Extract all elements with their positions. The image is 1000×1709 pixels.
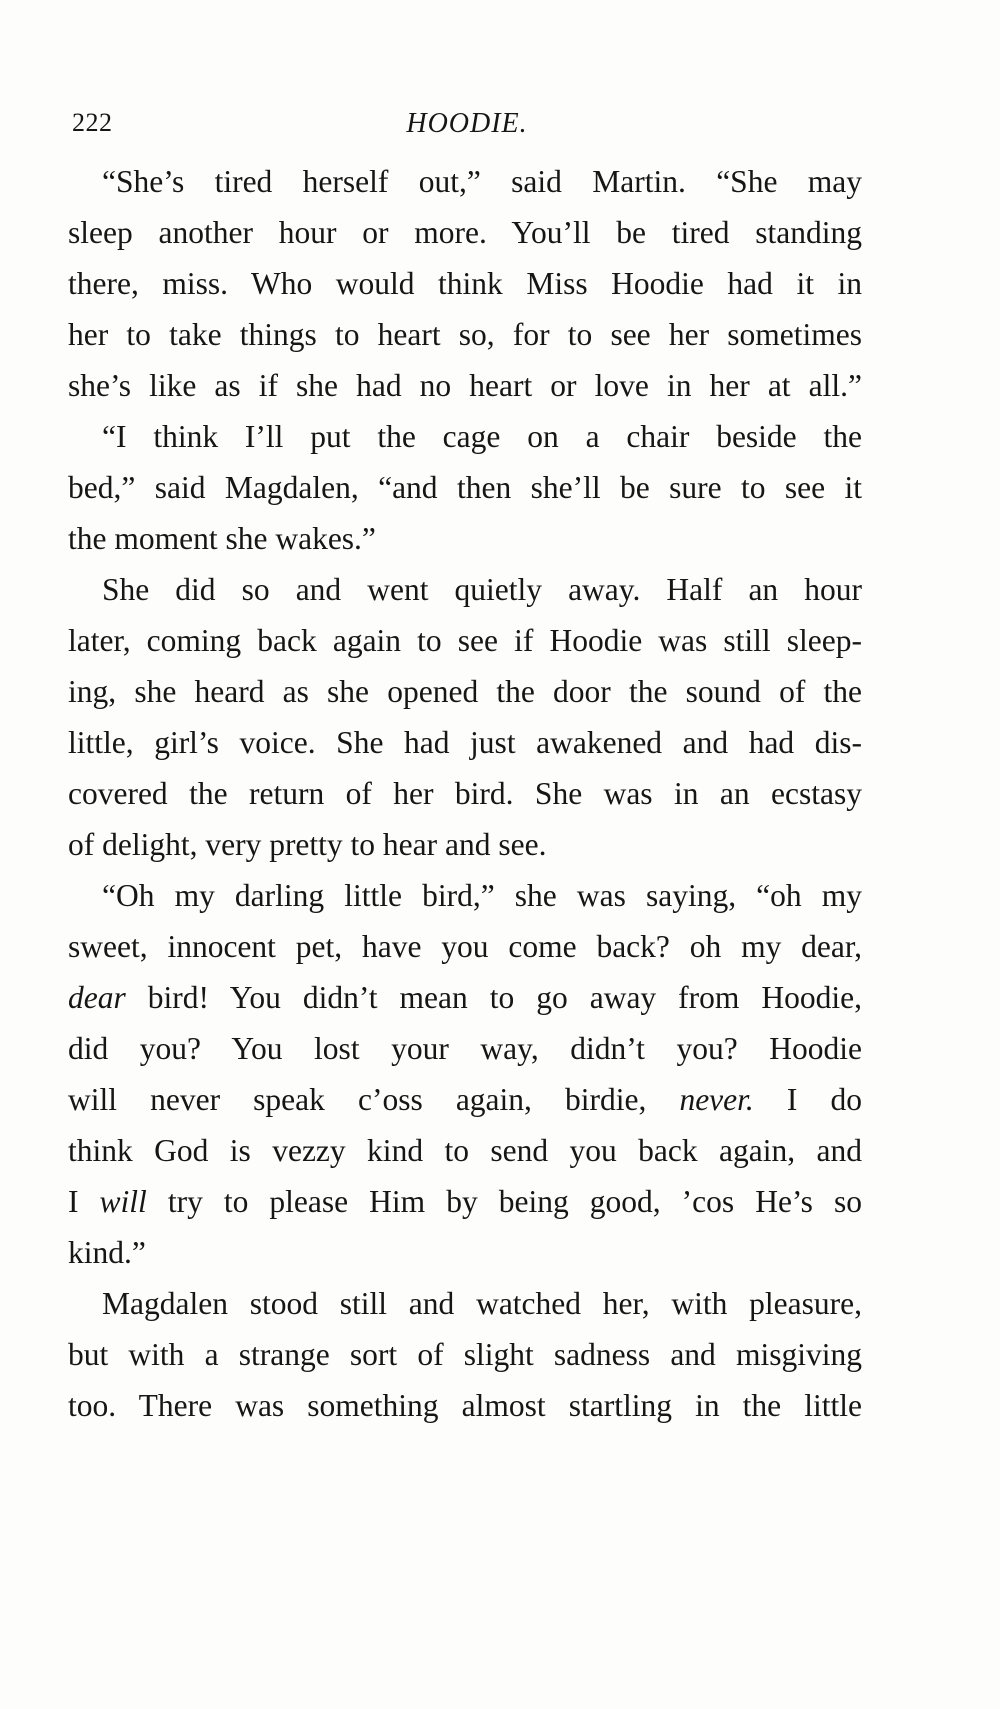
paragraph-5 bbox=[68, 1278, 862, 1431]
text-line: the moment she wakes.” bbox=[68, 521, 376, 556]
page-header bbox=[72, 108, 862, 142]
page-number: 222 bbox=[72, 108, 113, 137]
emphasis-word: will bbox=[99, 1184, 147, 1219]
text-line: She did so and went quietly away. Half an hour bbox=[102, 572, 862, 607]
text-line: bed,” said Magdalen, “and then she’ll be sure to see it bbox=[68, 470, 862, 505]
text-line: will never speak c’oss again, birdie, never. I do bbox=[68, 1082, 862, 1117]
text-line: dear bird! You didn’t mean to go away from Hoodie, bbox=[68, 980, 862, 1015]
text-line: covered the return of her bird. She was in an ecstasy bbox=[68, 776, 862, 811]
text-line: later, coming back again to see if Hoodie was still sleep- bbox=[68, 623, 862, 658]
emphasis-word: dear bbox=[68, 980, 126, 1015]
text-line: “Oh my darling little bird,” she was saying, “oh my bbox=[102, 878, 862, 913]
paragraph-2 bbox=[68, 411, 862, 564]
emphasis-word: never. bbox=[679, 1082, 754, 1117]
text-line: her to take things to heart so, for to see her sometimes bbox=[68, 317, 862, 352]
text-line: ing, she heard as she opened the door the sound of the bbox=[68, 674, 862, 709]
text-line: think God is vezzy kind to send you back again, and bbox=[68, 1133, 862, 1168]
paragraph-1 bbox=[68, 156, 862, 411]
text-line: did you? You lost your way, didn’t you? Hoodie bbox=[68, 1031, 862, 1066]
text-line: Magdalen stood still and watched her, with pleasure, bbox=[102, 1286, 862, 1321]
text-line: little, girl’s voice. She had just awakened and had dis- bbox=[68, 725, 862, 760]
text-line: sweet, innocent pet, have you come back? oh my dear, bbox=[68, 929, 862, 964]
text-line: “She’s tired herself out,” said Martin. “She may bbox=[102, 164, 862, 199]
paragraph-3 bbox=[68, 564, 862, 870]
text-line: but with a strange sort of slight sadness and misgiving bbox=[68, 1337, 862, 1372]
body-text bbox=[68, 156, 862, 1431]
text-line: sleep another hour or more. You’ll be tired standing bbox=[68, 215, 862, 250]
paragraph-4 bbox=[68, 870, 862, 1278]
text-line: there, miss. Who would think Miss Hoodie had it in bbox=[68, 266, 862, 301]
text-line: of delight, very pretty to hear and see. bbox=[68, 827, 547, 862]
text-line: I will try to please Him by being good, ’cos He’s so bbox=[68, 1184, 862, 1219]
text-line: kind.” bbox=[68, 1235, 146, 1270]
text-line: “I think I’ll put the cage on a chair beside the bbox=[102, 419, 862, 454]
text-line: too. There was something almost startling in the little bbox=[68, 1388, 862, 1423]
running-title: HOODIE. bbox=[406, 108, 528, 139]
text-line: she’s like as if she had no heart or love in her at all.” bbox=[68, 368, 862, 403]
